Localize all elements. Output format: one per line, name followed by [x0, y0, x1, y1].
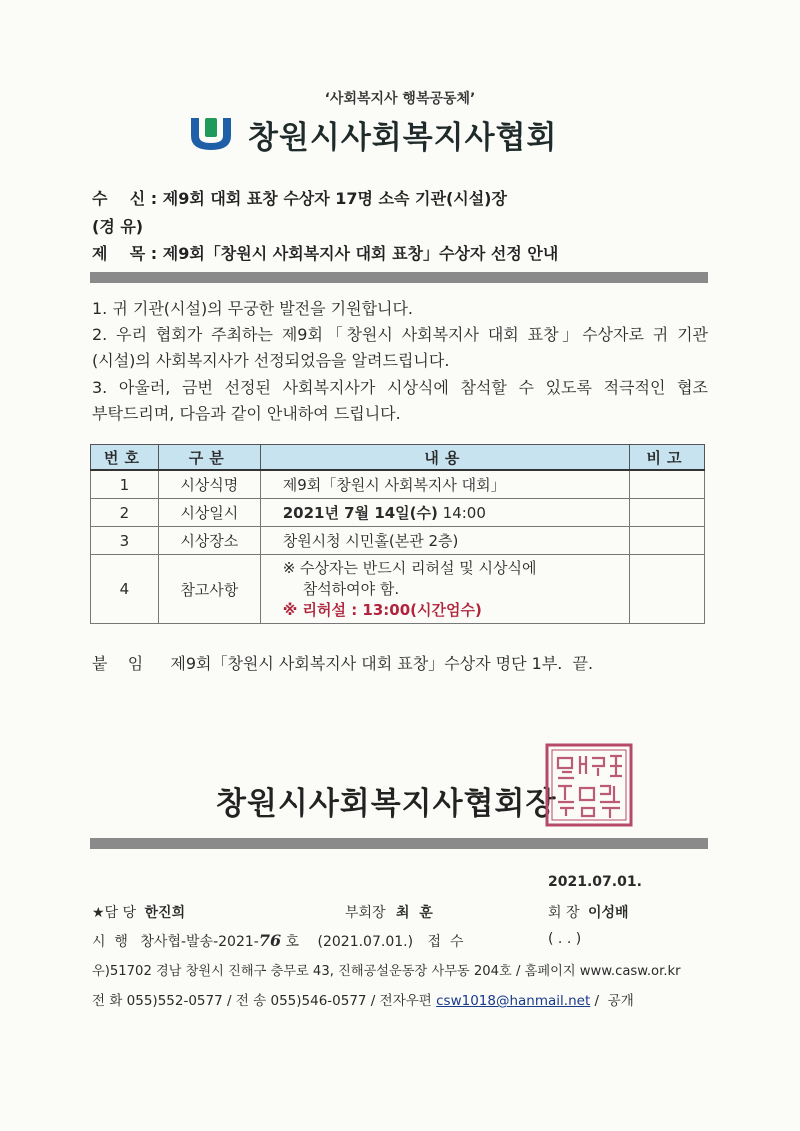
via-label: (경 유) — [92, 217, 144, 236]
official-seal-icon — [544, 742, 634, 828]
document-number-suffix: 호 — [285, 934, 300, 950]
column-header-number: 번호 — [91, 445, 159, 471]
attachment-line — [92, 651, 593, 674]
recipient-text: 제9회 대회 표창 수상자 17명 소속 기관(시설)장 — [162, 189, 507, 208]
row-number: 1 — [91, 470, 159, 499]
subject-text: 제9회「창원시 사회복지사 대회 표창」수상자 선정 안내 — [162, 244, 559, 263]
staff-name: 한진희 — [144, 905, 186, 921]
organization-logo-icon — [188, 116, 234, 152]
notice-line-1: ※ 수상자는 반드시 리허설 및 시상식에 — [282, 558, 537, 577]
body-paragraph-2-line-2: (시설)의 사회복지사가 선정되었음을 알려드립니다. — [92, 351, 450, 370]
table-row — [91, 499, 705, 527]
row-content: 제9회「창원시 사회복지사 대회」 — [260, 470, 629, 499]
attachment-label: 붙 임 — [92, 654, 144, 673]
header-divider — [90, 272, 708, 283]
body-paragraph-3-line-2: 부탁드리며, 다음과 같이 안내하여 드립니다. — [92, 404, 401, 423]
body-paragraph-1: 1. 귀 기관(시설)의 무궁한 발전을 기원합니다. — [92, 299, 414, 318]
receive-date-field: ( . . ) — [548, 931, 582, 947]
recipient-label: 수 신 : — [92, 189, 158, 208]
footer-divider — [90, 838, 708, 849]
row-category: 참고사항 — [158, 555, 260, 624]
row-note — [630, 470, 705, 499]
row-content — [260, 499, 629, 527]
row-content — [260, 555, 629, 624]
signatory-title: 창원시사회복지사협회장 — [216, 786, 557, 822]
notice-line-2: 참석하여야 함. — [302, 579, 400, 598]
table-row — [91, 470, 705, 499]
subject-line — [92, 241, 558, 264]
receive-label: 접 수 — [427, 934, 464, 950]
attachment-text: 제9회「창원시 사회복지사 대회 표창」수상자 명단 1부. 끝. — [170, 654, 594, 673]
organization-name: 창원시사회복지사협회 — [248, 119, 558, 156]
row-content: 창원시청 시민홀(본관 2층) — [260, 527, 629, 555]
row-note — [630, 555, 705, 624]
body-paragraph-2-line-1: 2. 우리 협회가 주최하는 제9회「창원시 사회복지사 대회 표창」수상자로 귀 기관 — [92, 325, 708, 344]
enforce-date: (2021.07.01.) — [317, 934, 414, 950]
row-number: 3 — [91, 527, 159, 555]
handwritten-number: 76 — [258, 931, 282, 950]
award-date: 2021년 7월 14일(수) — [282, 504, 438, 522]
staff-label: ★담 당 — [92, 905, 137, 921]
staff-in-charge — [92, 902, 185, 922]
letterhead — [188, 112, 557, 156]
document-number-prefix: 창사협-발송-2021- — [140, 934, 259, 950]
row-number: 2 — [91, 499, 159, 527]
table-row — [91, 527, 705, 555]
table-header-row — [91, 445, 705, 471]
column-header-note: 비고 — [630, 445, 705, 471]
chair-label: 회 장 — [548, 905, 580, 921]
row-category: 시상일시 — [158, 499, 260, 527]
address-line: 우)51702 경남 창원시 진해구 충무로 43, 진해공설운동장 사무동 204호 / 홈페이지 www.casw.or.kr — [92, 964, 681, 979]
table-row — [91, 555, 705, 624]
email-link[interactable]: csw1018@hanmail.net — [436, 993, 591, 1009]
row-note — [630, 527, 705, 555]
disclosure-status: / 공개 — [594, 993, 634, 1009]
column-header-category: 구분 — [158, 445, 260, 471]
enforce-label: 시 행 — [92, 934, 128, 950]
award-time: 14:00 — [437, 504, 486, 522]
row-note — [630, 499, 705, 527]
rehearsal-notice: ※ 리허설 : 13:00(시간엄수) — [282, 600, 482, 619]
phone-fax: 전 화 055)552-0577 / 전 송 055)546-0577 / 전자우편 — [92, 993, 432, 1009]
subject-label: 제 목 : — [92, 244, 158, 263]
row-category: 시상장소 — [158, 527, 260, 555]
contact-line — [92, 989, 634, 1009]
row-category: 시상식명 — [158, 470, 260, 499]
award-info-table — [90, 444, 705, 624]
body-paragraph-3-line-1: 3. 아울러, 금번 선정된 사회복지사가 시상식에 참석할 수 있도록 적극적인 협조 — [92, 378, 708, 397]
vice-label: 부회장 — [345, 905, 386, 921]
vice-president — [345, 902, 433, 922]
president — [548, 902, 629, 922]
row-number: 4 — [91, 555, 159, 624]
recipient-line — [92, 186, 507, 209]
slogan: ‘사회복지사 행복공동체’ — [324, 91, 476, 107]
column-header-content: 내용 — [260, 445, 629, 471]
enforcement-line — [92, 931, 463, 951]
document-date: 2021.07.01. — [548, 874, 642, 890]
chair-name: 이성배 — [587, 905, 629, 921]
vice-name: 최 훈 — [396, 905, 433, 921]
